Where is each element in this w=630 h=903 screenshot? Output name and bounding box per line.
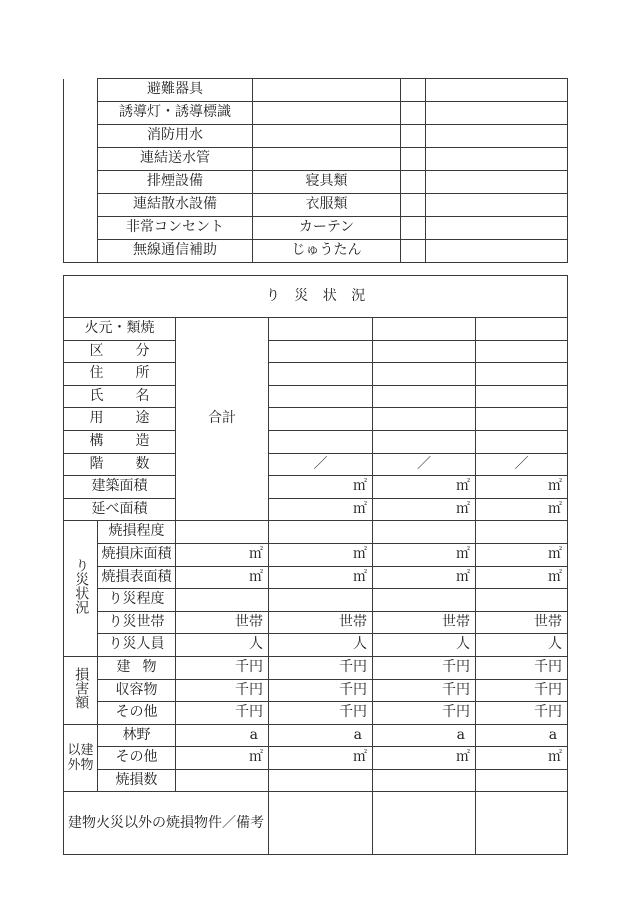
table-cell xyxy=(373,385,476,408)
equipment-value: じゅうたん xyxy=(253,240,401,263)
equipment-item: 連結散水設備 xyxy=(98,194,253,217)
equipment-item: 無線通信補助 xyxy=(98,240,253,263)
table-cell xyxy=(269,430,373,453)
unit-sqm: ㎡ xyxy=(476,498,568,521)
unit-sqm: ㎡ xyxy=(373,747,476,770)
row-label-use xyxy=(64,408,176,431)
row-label-total-floor-area: 延べ面積 xyxy=(64,498,176,521)
table-cell xyxy=(476,769,568,792)
table-cell xyxy=(401,194,426,217)
row-label-building-area: 建築面積 xyxy=(64,476,176,499)
unit-are: a xyxy=(373,724,476,747)
table-cell xyxy=(401,240,426,263)
row-label-text: 階 数 xyxy=(89,455,150,472)
total-label: 合計 xyxy=(176,318,269,521)
unit-sqm: ㎡ xyxy=(176,747,269,770)
unit-person: 人 xyxy=(373,634,476,657)
table-cell xyxy=(401,79,426,102)
row-label-text: 住 所 xyxy=(89,365,150,382)
table-cell xyxy=(401,171,426,194)
table-cell xyxy=(476,589,568,612)
row-label-other: その他 xyxy=(98,702,176,725)
table-cell xyxy=(269,589,373,612)
unit-sqm: ㎡ xyxy=(373,476,476,499)
equipment-item: 排煙設備 xyxy=(98,171,253,194)
row-label-burned-surface-area: 焼損表面積 xyxy=(98,566,176,589)
floors-mark: ／ xyxy=(269,453,373,476)
table-title xyxy=(64,276,568,318)
row-label-burned-floor-area: 焼損床面積 xyxy=(98,543,176,566)
unit-are: a xyxy=(269,724,373,747)
table-cell xyxy=(373,340,476,363)
equipment-value xyxy=(253,125,401,148)
table-cell xyxy=(401,148,426,171)
damage-table xyxy=(63,275,568,855)
equipment-value xyxy=(253,148,401,171)
equipment-table xyxy=(63,78,568,263)
row-label-disaster-degree: り災程度 xyxy=(98,589,176,612)
group-label-loss xyxy=(64,656,98,724)
table-cell xyxy=(269,792,373,855)
table-cell xyxy=(426,125,568,148)
table-cell xyxy=(426,102,568,125)
equipment-item: 非常コンセント xyxy=(98,217,253,240)
row-label-households: り災世帯 xyxy=(98,611,176,634)
unit-thousand-yen: 千円 xyxy=(373,679,476,702)
table-cell xyxy=(269,318,373,341)
title-text: り 災 状 況 xyxy=(265,287,366,304)
row-label-origin: 火元・類焼 xyxy=(64,318,176,341)
group-label-line: 以建 xyxy=(67,743,94,759)
group-label-non-building xyxy=(64,724,98,792)
table-cell xyxy=(373,769,476,792)
unit-sqm: ㎡ xyxy=(476,566,568,589)
row-label-address xyxy=(64,363,176,386)
unit-sqm: ㎡ xyxy=(269,747,373,770)
table-cell xyxy=(476,430,568,453)
equipment-item: 消防用水 xyxy=(98,125,253,148)
table-cell xyxy=(373,521,476,544)
unit-sqm: ㎡ xyxy=(176,543,269,566)
unit-person: 人 xyxy=(176,634,269,657)
row-label-burn-count: 焼損数 xyxy=(98,769,176,792)
unit-thousand-yen: 千円 xyxy=(476,679,568,702)
row-label-name xyxy=(64,385,176,408)
table-cell xyxy=(269,385,373,408)
unit-sqm: ㎡ xyxy=(269,498,373,521)
table-cell xyxy=(426,148,568,171)
table-cell xyxy=(476,318,568,341)
unit-household: 世帯 xyxy=(476,611,568,634)
row-label-category xyxy=(64,340,176,363)
group-label-disaster xyxy=(64,521,98,657)
row-label-text: 用 途 xyxy=(89,410,150,427)
row-label-burn-degree: 焼損程度 xyxy=(98,521,176,544)
table-cell xyxy=(176,589,269,612)
table-cell xyxy=(476,363,568,386)
table-cell xyxy=(401,125,426,148)
unit-sqm: ㎡ xyxy=(269,476,373,499)
equipment-value: カーテン xyxy=(253,217,401,240)
unit-sqm: ㎡ xyxy=(476,747,568,770)
table-cell xyxy=(426,171,568,194)
unit-sqm: ㎡ xyxy=(476,476,568,499)
table-cell xyxy=(373,363,476,386)
unit-thousand-yen: 千円 xyxy=(176,702,269,725)
unit-thousand-yen: 千円 xyxy=(176,679,269,702)
unit-thousand-yen: 千円 xyxy=(269,656,373,679)
equipment-item: 誘導灯・誘導標識 xyxy=(98,102,253,125)
unit-sqm: ㎡ xyxy=(373,543,476,566)
equipment-value: 衣服類 xyxy=(253,194,401,217)
equipment-value xyxy=(253,79,401,102)
table-cell xyxy=(176,769,269,792)
row-label-text: 構 造 xyxy=(89,433,150,450)
row-label-text: 氏 名 xyxy=(89,387,150,404)
floors-mark: ／ xyxy=(476,453,568,476)
row-label-building xyxy=(98,656,176,679)
row-label-text: 区 分 xyxy=(89,342,150,359)
unit-thousand-yen: 千円 xyxy=(476,702,568,725)
group-label-line: 外物 xyxy=(67,758,94,774)
table-cell xyxy=(476,521,568,544)
row-label-remarks: 建物火災以外の焼損物件／備考 xyxy=(64,792,269,855)
table-cell xyxy=(476,408,568,431)
unit-household: 世帯 xyxy=(373,611,476,634)
table-cell xyxy=(373,430,476,453)
unit-sqm: ㎡ xyxy=(269,543,373,566)
table-cell xyxy=(269,363,373,386)
unit-sqm: ㎡ xyxy=(476,543,568,566)
table-cell xyxy=(373,318,476,341)
unit-thousand-yen: 千円 xyxy=(373,702,476,725)
table-cell xyxy=(269,521,373,544)
row-label-structure xyxy=(64,430,176,453)
table-cell xyxy=(426,194,568,217)
unit-sqm: ㎡ xyxy=(373,566,476,589)
unit-thousand-yen: 千円 xyxy=(269,679,373,702)
table-cell xyxy=(426,79,568,102)
unit-person: 人 xyxy=(269,634,373,657)
unit-thousand-yen: 千円 xyxy=(269,702,373,725)
table-cell xyxy=(401,217,426,240)
table-cell xyxy=(373,408,476,431)
unit-thousand-yen: 千円 xyxy=(373,656,476,679)
unit-are: a xyxy=(176,724,269,747)
section-label-cell xyxy=(64,79,98,263)
row-label-text: 建 物 xyxy=(116,659,157,675)
table-cell xyxy=(373,589,476,612)
unit-household: 世帯 xyxy=(269,611,373,634)
table-cell xyxy=(269,769,373,792)
table-cell xyxy=(476,792,568,855)
unit-person: 人 xyxy=(476,634,568,657)
unit-sqm: ㎡ xyxy=(176,566,269,589)
group-label-text: 損害額 xyxy=(73,667,90,710)
group-label-text: り災状況 xyxy=(73,558,90,615)
table-cell xyxy=(476,385,568,408)
unit-sqm: ㎡ xyxy=(269,566,373,589)
unit-thousand-yen: 千円 xyxy=(476,656,568,679)
table-cell xyxy=(373,792,476,855)
equipment-value: 寝具類 xyxy=(253,171,401,194)
table-cell xyxy=(401,102,426,125)
equipment-item: 連結送水管 xyxy=(98,148,253,171)
equipment-value xyxy=(253,102,401,125)
table-cell xyxy=(476,340,568,363)
table-cell xyxy=(426,217,568,240)
row-label-contents: 収容物 xyxy=(98,679,176,702)
table-cell xyxy=(426,240,568,263)
row-label-other: その他 xyxy=(98,747,176,770)
floors-mark: ／ xyxy=(373,453,476,476)
row-label-persons: り災人員 xyxy=(98,634,176,657)
row-label-floors xyxy=(64,453,176,476)
equipment-item: 避難器具 xyxy=(98,79,253,102)
table-cell xyxy=(176,521,269,544)
table-cell xyxy=(269,340,373,363)
unit-thousand-yen: 千円 xyxy=(176,656,269,679)
table-cell xyxy=(269,408,373,431)
unit-are: a xyxy=(476,724,568,747)
unit-sqm: ㎡ xyxy=(373,498,476,521)
unit-household: 世帯 xyxy=(176,611,269,634)
row-label-forest: 林野 xyxy=(98,724,176,747)
